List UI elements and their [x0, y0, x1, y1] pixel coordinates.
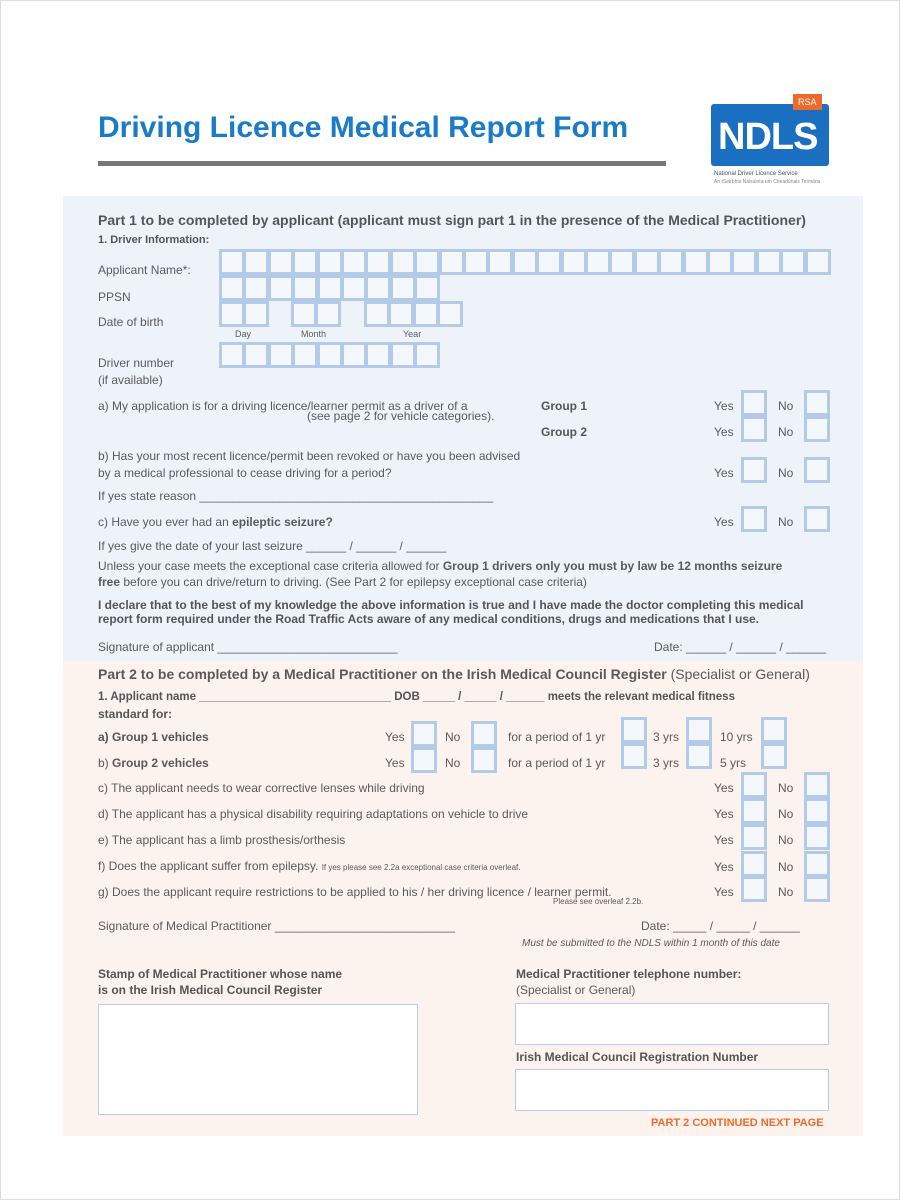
applicant-signature-field[interactable]: Signature of applicant ___________________________ [98, 640, 398, 654]
question-c-bold: epileptic seizure? [232, 515, 333, 529]
epilepsy-notice [98, 559, 782, 573]
no-label: No [778, 885, 794, 899]
driver-number-char-box[interactable] [341, 342, 367, 368]
name-char-box[interactable] [707, 249, 733, 275]
driver-number-char-box[interactable] [390, 342, 416, 368]
driver-number-char-box[interactable] [243, 342, 269, 368]
epilepsy-yes-checkbox[interactable] [741, 851, 767, 877]
disability-yes-checkbox[interactable] [741, 798, 767, 824]
no-label: No [778, 807, 794, 821]
no-label: No [778, 860, 794, 874]
yes-label: Yes [714, 860, 734, 874]
name-char-box[interactable] [756, 249, 782, 275]
driver-number-label: Driver number [98, 356, 175, 370]
name-char-box[interactable] [561, 249, 587, 275]
submit-note: Must be submitted to the NDLS within 1 month of this date [522, 938, 780, 949]
group2-label: Group 2 [541, 425, 588, 439]
revoked-yes-checkbox[interactable] [741, 457, 767, 483]
name-char-box[interactable] [609, 249, 635, 275]
qf-note: If yes please see 2.2a exceptional case criteria overleaf. [321, 863, 521, 872]
ppsn-char-box[interactable] [317, 275, 343, 301]
part1-heading: Part 1 to be completed by applicant (applicant must sign part 1 in the presence of the Medical Practitioner) [98, 212, 806, 228]
period-1yr-label: for a period of 1 yr [508, 730, 606, 744]
no-label: No [778, 781, 794, 795]
rsa-badge: RSA [793, 94, 822, 110]
question-a: a) My application is for a driving licence/learner permit as a driver of a [98, 399, 468, 413]
ppsn-char-box[interactable] [365, 275, 391, 301]
name-char-box[interactable] [463, 249, 489, 275]
driver-number-char-box[interactable] [268, 342, 294, 368]
notice-bold-free: free [98, 575, 121, 589]
question-f-epilepsy [98, 859, 520, 873]
group1-no-checkbox[interactable] [804, 390, 830, 416]
restrictions-no-checkbox[interactable] [804, 876, 830, 902]
notice-text: Unless your case meets the exceptional case criteria allowed for [98, 559, 443, 573]
dob-char-box[interactable] [315, 301, 341, 327]
revoked-reason-field[interactable]: If yes state reason ____________________________________________ [98, 489, 494, 503]
question-g-restrictions: g) Does the applicant require restrictions to be applied to his / her driving licence / learner permit. [98, 885, 612, 899]
group1-vehicles-yes-checkbox[interactable] [411, 721, 437, 747]
disability-no-checkbox[interactable] [804, 798, 830, 824]
yes-label: Yes [714, 515, 734, 529]
period-3yrs-label: 3 yrs [653, 730, 680, 744]
group2-no-checkbox[interactable] [804, 416, 830, 442]
ppsn-char-box[interactable] [414, 275, 440, 301]
group1-vehicles-long-checkbox[interactable] [761, 717, 787, 743]
group2-vehicles-long-checkbox[interactable] [761, 743, 787, 769]
name-char-box[interactable] [365, 249, 391, 275]
day-label: Day [235, 329, 252, 339]
name-char-box[interactable] [634, 249, 660, 275]
part2-heading [98, 666, 810, 682]
prosthesis-yes-checkbox[interactable] [741, 824, 767, 850]
dob-char-box[interactable] [243, 301, 269, 327]
seizure-date-field[interactable]: If yes give the date of your last seizure ______ / ______ / ______ [98, 539, 447, 553]
name-char-box[interactable] [731, 249, 757, 275]
no-label: No [778, 466, 794, 480]
registration-input[interactable] [515, 1069, 829, 1111]
qg-note: Please see overleaf 2.2b. [553, 897, 644, 906]
no-label: No [445, 730, 461, 744]
restrictions-yes-checkbox[interactable] [741, 876, 767, 902]
epilepsy-no-checkbox[interactable] [804, 851, 830, 877]
no-label: No [445, 756, 461, 770]
applicant-name-label: Applicant Name*: [98, 263, 191, 277]
period-1yr-label: for a period of 1 yr [508, 756, 606, 770]
name-char-box[interactable] [268, 249, 294, 275]
epilepsy-notice-line2 [98, 575, 587, 589]
question-d-disability: d) The applicant has a physical disability requiring adaptations on vehicle to drive [98, 807, 529, 821]
question-c [98, 515, 333, 529]
stamp-label: Stamp of Medical Practitioner whose name [98, 967, 343, 981]
notice-bold: Group 1 drivers only you must by law be 12 months seizure [442, 559, 783, 573]
yes-label: Yes [714, 833, 734, 847]
no-label: No [778, 833, 794, 847]
yes-label: Yes [714, 466, 734, 480]
name-char-box[interactable] [487, 249, 513, 275]
yes-label: Yes [385, 756, 405, 770]
ppsn-char-box[interactable] [390, 275, 416, 301]
group1-vehicles-label: a) Group 1 vehicles [98, 730, 209, 744]
yes-label: Yes [385, 730, 405, 744]
lenses-no-checkbox[interactable] [804, 772, 830, 798]
group2-vehicles-3yrs-checkbox[interactable] [686, 743, 712, 769]
yes-label: Yes [714, 885, 734, 899]
no-label: No [778, 515, 794, 529]
continued-note: PART 2 CONTINUED NEXT PAGE [651, 1117, 824, 1129]
revoked-no-checkbox[interactable] [804, 457, 830, 483]
name-char-box[interactable] [536, 249, 562, 275]
form-title: Driving Licence Medical Report Form [98, 111, 629, 144]
phone-input[interactable] [515, 1003, 829, 1045]
dob-char-box[interactable] [413, 301, 439, 327]
name-char-box[interactable] [658, 249, 684, 275]
name-char-box[interactable] [585, 249, 611, 275]
prefix: b) [98, 756, 113, 770]
ppsn-label: PPSN [98, 290, 131, 304]
ppsn-char-box[interactable] [268, 275, 294, 301]
group2-bold: Group 2 vehicles [112, 756, 209, 770]
driver-number-char-box[interactable] [365, 342, 391, 368]
group2-vehicles-label [98, 756, 209, 770]
phone-label: Medical Practitioner telephone number: [516, 967, 742, 981]
group1-vehicles-no-checkbox[interactable] [471, 721, 497, 747]
ppsn-char-box[interactable] [219, 275, 245, 301]
driver-number-char-box[interactable] [292, 342, 318, 368]
driver-number-char-box[interactable] [219, 342, 245, 368]
dob-char-box[interactable] [291, 301, 317, 327]
lenses-yes-checkbox[interactable] [741, 772, 767, 798]
registration-label: Irish Medical Council Registration Number [516, 1050, 759, 1064]
applicant-name-dob-field[interactable]: 1. Applicant name ______________________________ DOB _____ / _____ / ______ meets the relevant medical fitness [98, 691, 735, 703]
group2-yes-checkbox[interactable] [741, 416, 767, 442]
question-e-prosthesis: e) The applicant has a limb prosthesis/orthesis [98, 833, 346, 847]
driver-info-heading: 1. Driver Information: [98, 234, 210, 246]
yes-label: Yes [714, 781, 734, 795]
name-char-box[interactable] [439, 249, 465, 275]
standard-for-label: standard for: [98, 707, 173, 721]
name-char-box[interactable] [219, 249, 245, 275]
practitioner-date-field[interactable]: Date: _____ / _____ / ______ [641, 919, 800, 933]
name-char-box[interactable] [292, 249, 318, 275]
name-char-box[interactable] [341, 249, 367, 275]
driver-number-char-box[interactable] [317, 342, 343, 368]
yes-label: Yes [714, 807, 734, 821]
dob-char-box[interactable] [437, 301, 463, 327]
group2-vehicles-yes-checkbox[interactable] [411, 747, 437, 773]
name-char-box[interactable] [780, 249, 806, 275]
no-label: No [778, 399, 794, 413]
stamp-label-line2: is on the Irish Medical Council Register [98, 983, 323, 997]
seizure-no-checkbox[interactable] [804, 506, 830, 532]
ndls-logo [711, 97, 829, 166]
name-char-box[interactable] [243, 249, 269, 275]
practitioner-signature-field[interactable]: Signature of Medical Practitioner ___________________________ [98, 919, 455, 933]
ndls-text: NDLS [718, 116, 818, 158]
question-b: b) Has your most recent licence/permit been revoked or have you been advised [98, 449, 521, 463]
prosthesis-no-checkbox[interactable] [804, 824, 830, 850]
period-10yrs-label: 10 yrs [720, 730, 753, 744]
group1-label: Group 1 [541, 399, 588, 413]
applicant-date-field[interactable]: Date: ______ / ______ / ______ [654, 640, 827, 654]
logo-subtitle-irish: An tSeirbhís Náisiúnta um Cheadúnais Tiomána [714, 179, 821, 185]
question-c-text: c) Have you ever had an [98, 515, 233, 529]
yes-label: Yes [714, 425, 734, 439]
period-5yrs-label: 5 yrs [720, 756, 747, 770]
logo-subtitle: National Driver Licence Service [714, 171, 798, 177]
part2-heading-suffix: (Specialist or General) [666, 666, 810, 682]
ppsn-char-box[interactable] [341, 275, 367, 301]
ppsn-char-box[interactable] [292, 275, 318, 301]
question-a-note: (see page 2 for vehicle categories). [307, 409, 495, 423]
title-underline [98, 161, 666, 166]
seizure-yes-checkbox[interactable] [741, 506, 767, 532]
group1-vehicles-3yrs-checkbox[interactable] [686, 717, 712, 743]
dob-char-box[interactable] [388, 301, 414, 327]
name-char-box[interactable] [414, 249, 440, 275]
ppsn-char-box[interactable] [243, 275, 269, 301]
qf-text: f) Does the applicant suffer from epilepsy. [98, 859, 319, 873]
part2-heading-bold: Part 2 to be completed by a Medical Practitioner on the Irish Medical Council Register [98, 666, 667, 682]
dob-char-box[interactable] [364, 301, 390, 327]
name-char-box[interactable] [390, 249, 416, 275]
group1-yes-checkbox[interactable] [741, 390, 767, 416]
name-char-box[interactable] [512, 249, 538, 275]
no-label: No [778, 425, 794, 439]
group2-vehicles-no-checkbox[interactable] [471, 747, 497, 773]
month-label: Month [301, 329, 327, 339]
declaration-line2: report form required under the Road Traffic Acts aware of any medical conditions, drugs and medications that I use. [98, 612, 760, 626]
name-char-box[interactable] [317, 249, 343, 275]
question-c-lenses: c) The applicant needs to wear corrective lenses while driving [98, 781, 425, 795]
dob-label: Date of birth [98, 315, 164, 329]
declaration: I declare that to the best of my knowledge the above information is true and I have made the doctor completing this medical [98, 598, 804, 612]
notice-text-2: before you can drive/return to driving. (See Part 2 for epilepsy exceptional case criteria) [120, 575, 587, 589]
period-3yrs-label: 3 yrs [653, 756, 680, 770]
driver-number-note: (if available) [98, 373, 163, 387]
dob-char-box[interactable] [219, 301, 245, 327]
group1-vehicles-1yr-checkbox[interactable] [621, 717, 647, 743]
group2-vehicles-1yr-checkbox[interactable] [621, 743, 647, 769]
question-b-line2: by a medical professional to cease driving for a period? [98, 466, 392, 480]
stamp-box[interactable] [98, 1004, 418, 1115]
phone-label-line2: (Specialist or General) [516, 983, 636, 997]
name-char-box[interactable] [683, 249, 709, 275]
yes-label: Yes [714, 399, 734, 413]
driver-number-char-box[interactable] [414, 342, 440, 368]
year-label: Year [403, 329, 422, 339]
name-char-box[interactable] [805, 249, 831, 275]
